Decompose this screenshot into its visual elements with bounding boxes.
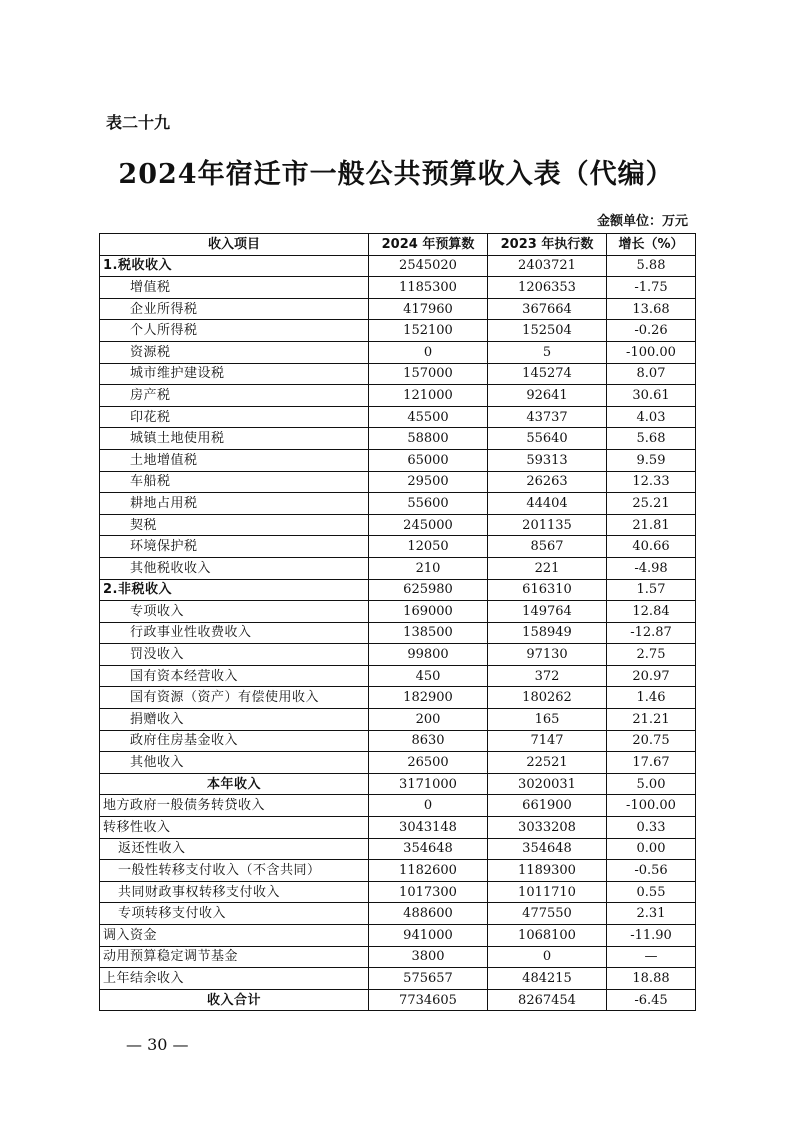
row-name: 城镇土地使用税 xyxy=(100,428,369,450)
header-growth: 增长（%） xyxy=(607,234,696,256)
page-title: 2024年宿迁市一般公共预算收入表（代编） xyxy=(118,159,674,190)
table-row xyxy=(100,579,696,601)
table-row xyxy=(100,968,696,990)
row-budget-2024: 1182600 xyxy=(369,860,488,882)
row-growth: 21.81 xyxy=(607,514,696,536)
row-actual-2023: 2403721 xyxy=(488,255,607,277)
row-budget-2024: 29500 xyxy=(369,471,488,493)
table-row xyxy=(100,881,696,903)
row-growth: 9.59 xyxy=(607,449,696,471)
row-actual-2023: 3020031 xyxy=(488,773,607,795)
row-actual-2023: 59313 xyxy=(488,449,607,471)
row-growth: 25.21 xyxy=(607,493,696,515)
row-growth: 2.75 xyxy=(607,644,696,666)
table-row xyxy=(100,622,696,644)
table-row xyxy=(100,536,696,558)
row-actual-2023: 26263 xyxy=(488,471,607,493)
row-actual-2023: 44404 xyxy=(488,493,607,515)
row-budget-2024: 12050 xyxy=(369,536,488,558)
row-budget-2024: 65000 xyxy=(369,449,488,471)
row-growth: 30.61 xyxy=(607,385,696,407)
row-growth: 5.68 xyxy=(607,428,696,450)
row-budget-2024: 3043148 xyxy=(369,817,488,839)
row-actual-2023: 1011710 xyxy=(488,881,607,903)
row-name: 其他收入 xyxy=(100,752,369,774)
row-actual-2023: 221 xyxy=(488,557,607,579)
row-growth: 12.33 xyxy=(607,471,696,493)
row-actual-2023: 616310 xyxy=(488,579,607,601)
row-budget-2024: 2545020 xyxy=(369,255,488,277)
row-growth: 13.68 xyxy=(607,298,696,320)
row-budget-2024: 45500 xyxy=(369,406,488,428)
row-actual-2023: 8567 xyxy=(488,536,607,558)
row-name: 土地增值税 xyxy=(100,449,369,471)
row-name: 车船税 xyxy=(100,471,369,493)
row-actual-2023: 367664 xyxy=(488,298,607,320)
row-budget-2024: 200 xyxy=(369,709,488,731)
table-row xyxy=(100,471,696,493)
row-actual-2023: 152504 xyxy=(488,320,607,342)
table-row xyxy=(100,277,696,299)
row-growth: 20.75 xyxy=(607,730,696,752)
row-name: 调入资金 xyxy=(100,925,369,947)
row-actual-2023: 158949 xyxy=(488,622,607,644)
page-number: — 30 — xyxy=(126,1035,189,1054)
row-budget-2024: 0 xyxy=(369,795,488,817)
row-budget-2024: 941000 xyxy=(369,925,488,947)
header-item: 收入项目 xyxy=(100,234,369,256)
row-budget-2024: 7734605 xyxy=(369,989,488,1011)
row-growth: 21.21 xyxy=(607,709,696,731)
row-growth: -0.26 xyxy=(607,320,696,342)
row-budget-2024: 99800 xyxy=(369,644,488,666)
row-name: 环境保护税 xyxy=(100,536,369,558)
row-name: 国有资源（资产）有偿使用收入 xyxy=(100,687,369,709)
row-actual-2023: 477550 xyxy=(488,903,607,925)
revenue-table xyxy=(99,233,696,1011)
row-growth: -1.75 xyxy=(607,277,696,299)
unit-note: 金额单位：万元 xyxy=(596,214,688,229)
row-budget-2024: 3171000 xyxy=(369,773,488,795)
table-row xyxy=(100,363,696,385)
row-name: 罚没收入 xyxy=(100,644,369,666)
row-growth: -6.45 xyxy=(607,989,696,1011)
table-row xyxy=(100,687,696,709)
row-budget-2024: 0 xyxy=(369,341,488,363)
table-row xyxy=(100,989,696,1011)
row-growth: — xyxy=(607,946,696,968)
row-growth: 0.33 xyxy=(607,817,696,839)
row-budget-2024: 121000 xyxy=(369,385,488,407)
row-growth: 12.84 xyxy=(607,601,696,623)
table-row xyxy=(100,601,696,623)
row-actual-2023: 92641 xyxy=(488,385,607,407)
table-row xyxy=(100,385,696,407)
table-row xyxy=(100,946,696,968)
row-budget-2024: 1017300 xyxy=(369,881,488,903)
table-body xyxy=(100,255,696,1011)
row-growth: -100.00 xyxy=(607,795,696,817)
row-name: 政府住房基金收入 xyxy=(100,730,369,752)
table-row xyxy=(100,795,696,817)
row-name: 1.税收收入 xyxy=(100,255,369,277)
row-budget-2024: 417960 xyxy=(369,298,488,320)
table-row xyxy=(100,817,696,839)
row-budget-2024: 210 xyxy=(369,557,488,579)
table-row xyxy=(100,298,696,320)
row-actual-2023: 1206353 xyxy=(488,277,607,299)
row-name: 共同财政事权转移支付收入 xyxy=(100,881,369,903)
row-budget-2024: 152100 xyxy=(369,320,488,342)
row-name: 行政事业性收费收入 xyxy=(100,622,369,644)
row-name: 本年收入 xyxy=(100,773,369,795)
table-row xyxy=(100,752,696,774)
table-label: 表二十九 xyxy=(106,113,171,132)
header-actual-2023: 2023 年执行数 xyxy=(488,234,607,256)
table-row xyxy=(100,428,696,450)
row-actual-2023: 180262 xyxy=(488,687,607,709)
table-row xyxy=(100,406,696,428)
row-actual-2023: 97130 xyxy=(488,644,607,666)
table-row xyxy=(100,838,696,860)
table-row xyxy=(100,644,696,666)
row-growth: 8.07 xyxy=(607,363,696,385)
row-name: 动用预算稳定调节基金 xyxy=(100,946,369,968)
row-actual-2023: 1189300 xyxy=(488,860,607,882)
header-budget-2024: 2024 年预算数 xyxy=(369,234,488,256)
row-actual-2023: 372 xyxy=(488,665,607,687)
row-actual-2023: 201135 xyxy=(488,514,607,536)
row-growth: -11.90 xyxy=(607,925,696,947)
table-row xyxy=(100,903,696,925)
table-row xyxy=(100,557,696,579)
row-budget-2024: 575657 xyxy=(369,968,488,990)
row-budget-2024: 138500 xyxy=(369,622,488,644)
row-actual-2023: 0 xyxy=(488,946,607,968)
row-growth: -12.87 xyxy=(607,622,696,644)
row-actual-2023: 1068100 xyxy=(488,925,607,947)
row-name: 捐赠收入 xyxy=(100,709,369,731)
row-growth: -100.00 xyxy=(607,341,696,363)
row-budget-2024: 3800 xyxy=(369,946,488,968)
row-name: 专项收入 xyxy=(100,601,369,623)
row-name: 契税 xyxy=(100,514,369,536)
table-row xyxy=(100,730,696,752)
row-actual-2023: 145274 xyxy=(488,363,607,385)
row-name: 个人所得税 xyxy=(100,320,369,342)
row-growth: 2.31 xyxy=(607,903,696,925)
row-growth: 0.00 xyxy=(607,838,696,860)
row-actual-2023: 7147 xyxy=(488,730,607,752)
row-name: 城市维护建设税 xyxy=(100,363,369,385)
row-growth: 1.46 xyxy=(607,687,696,709)
row-name: 房产税 xyxy=(100,385,369,407)
row-growth: 1.57 xyxy=(607,579,696,601)
row-name: 转移性收入 xyxy=(100,817,369,839)
table-row xyxy=(100,493,696,515)
row-name: 返还性收入 xyxy=(100,838,369,860)
row-actual-2023: 3033208 xyxy=(488,817,607,839)
row-budget-2024: 8630 xyxy=(369,730,488,752)
row-growth: 18.88 xyxy=(607,968,696,990)
row-growth: -0.56 xyxy=(607,860,696,882)
row-name: 2.非税收入 xyxy=(100,579,369,601)
row-budget-2024: 58800 xyxy=(369,428,488,450)
row-growth: 5.88 xyxy=(607,255,696,277)
row-name: 专项转移支付收入 xyxy=(100,903,369,925)
row-actual-2023: 5 xyxy=(488,341,607,363)
table-row xyxy=(100,255,696,277)
row-growth: 17.67 xyxy=(607,752,696,774)
row-name: 国有资本经营收入 xyxy=(100,665,369,687)
row-actual-2023: 165 xyxy=(488,709,607,731)
row-name: 资源税 xyxy=(100,341,369,363)
row-name: 耕地占用税 xyxy=(100,493,369,515)
row-growth: 40.66 xyxy=(607,536,696,558)
table-row xyxy=(100,341,696,363)
row-budget-2024: 182900 xyxy=(369,687,488,709)
row-growth: 5.00 xyxy=(607,773,696,795)
row-growth: 20.97 xyxy=(607,665,696,687)
row-budget-2024: 1185300 xyxy=(369,277,488,299)
row-growth: 4.03 xyxy=(607,406,696,428)
row-budget-2024: 55600 xyxy=(369,493,488,515)
row-actual-2023: 8267454 xyxy=(488,989,607,1011)
row-name: 上年结余收入 xyxy=(100,968,369,990)
table-row xyxy=(100,860,696,882)
row-actual-2023: 354648 xyxy=(488,838,607,860)
table-row xyxy=(100,320,696,342)
row-name: 印花税 xyxy=(100,406,369,428)
row-name: 其他税收收入 xyxy=(100,557,369,579)
row-growth: 0.55 xyxy=(607,881,696,903)
row-actual-2023: 149764 xyxy=(488,601,607,623)
row-budget-2024: 245000 xyxy=(369,514,488,536)
table-row xyxy=(100,514,696,536)
row-budget-2024: 450 xyxy=(369,665,488,687)
row-name: 企业所得税 xyxy=(100,298,369,320)
table-row xyxy=(100,665,696,687)
table-row xyxy=(100,709,696,731)
row-budget-2024: 488600 xyxy=(369,903,488,925)
row-name: 地方政府一般债务转贷收入 xyxy=(100,795,369,817)
row-name: 收入合计 xyxy=(100,989,369,1011)
row-actual-2023: 22521 xyxy=(488,752,607,774)
row-actual-2023: 43737 xyxy=(488,406,607,428)
row-name: 一般性转移支付收入（不含共同） xyxy=(100,860,369,882)
row-budget-2024: 157000 xyxy=(369,363,488,385)
table-row xyxy=(100,449,696,471)
row-budget-2024: 625980 xyxy=(369,579,488,601)
row-actual-2023: 55640 xyxy=(488,428,607,450)
table-row xyxy=(100,925,696,947)
table-header-row xyxy=(100,234,696,256)
row-budget-2024: 26500 xyxy=(369,752,488,774)
row-budget-2024: 354648 xyxy=(369,838,488,860)
table-row xyxy=(100,773,696,795)
row-budget-2024: 169000 xyxy=(369,601,488,623)
row-actual-2023: 661900 xyxy=(488,795,607,817)
row-growth: -4.98 xyxy=(607,557,696,579)
row-name: 增值税 xyxy=(100,277,369,299)
row-actual-2023: 484215 xyxy=(488,968,607,990)
